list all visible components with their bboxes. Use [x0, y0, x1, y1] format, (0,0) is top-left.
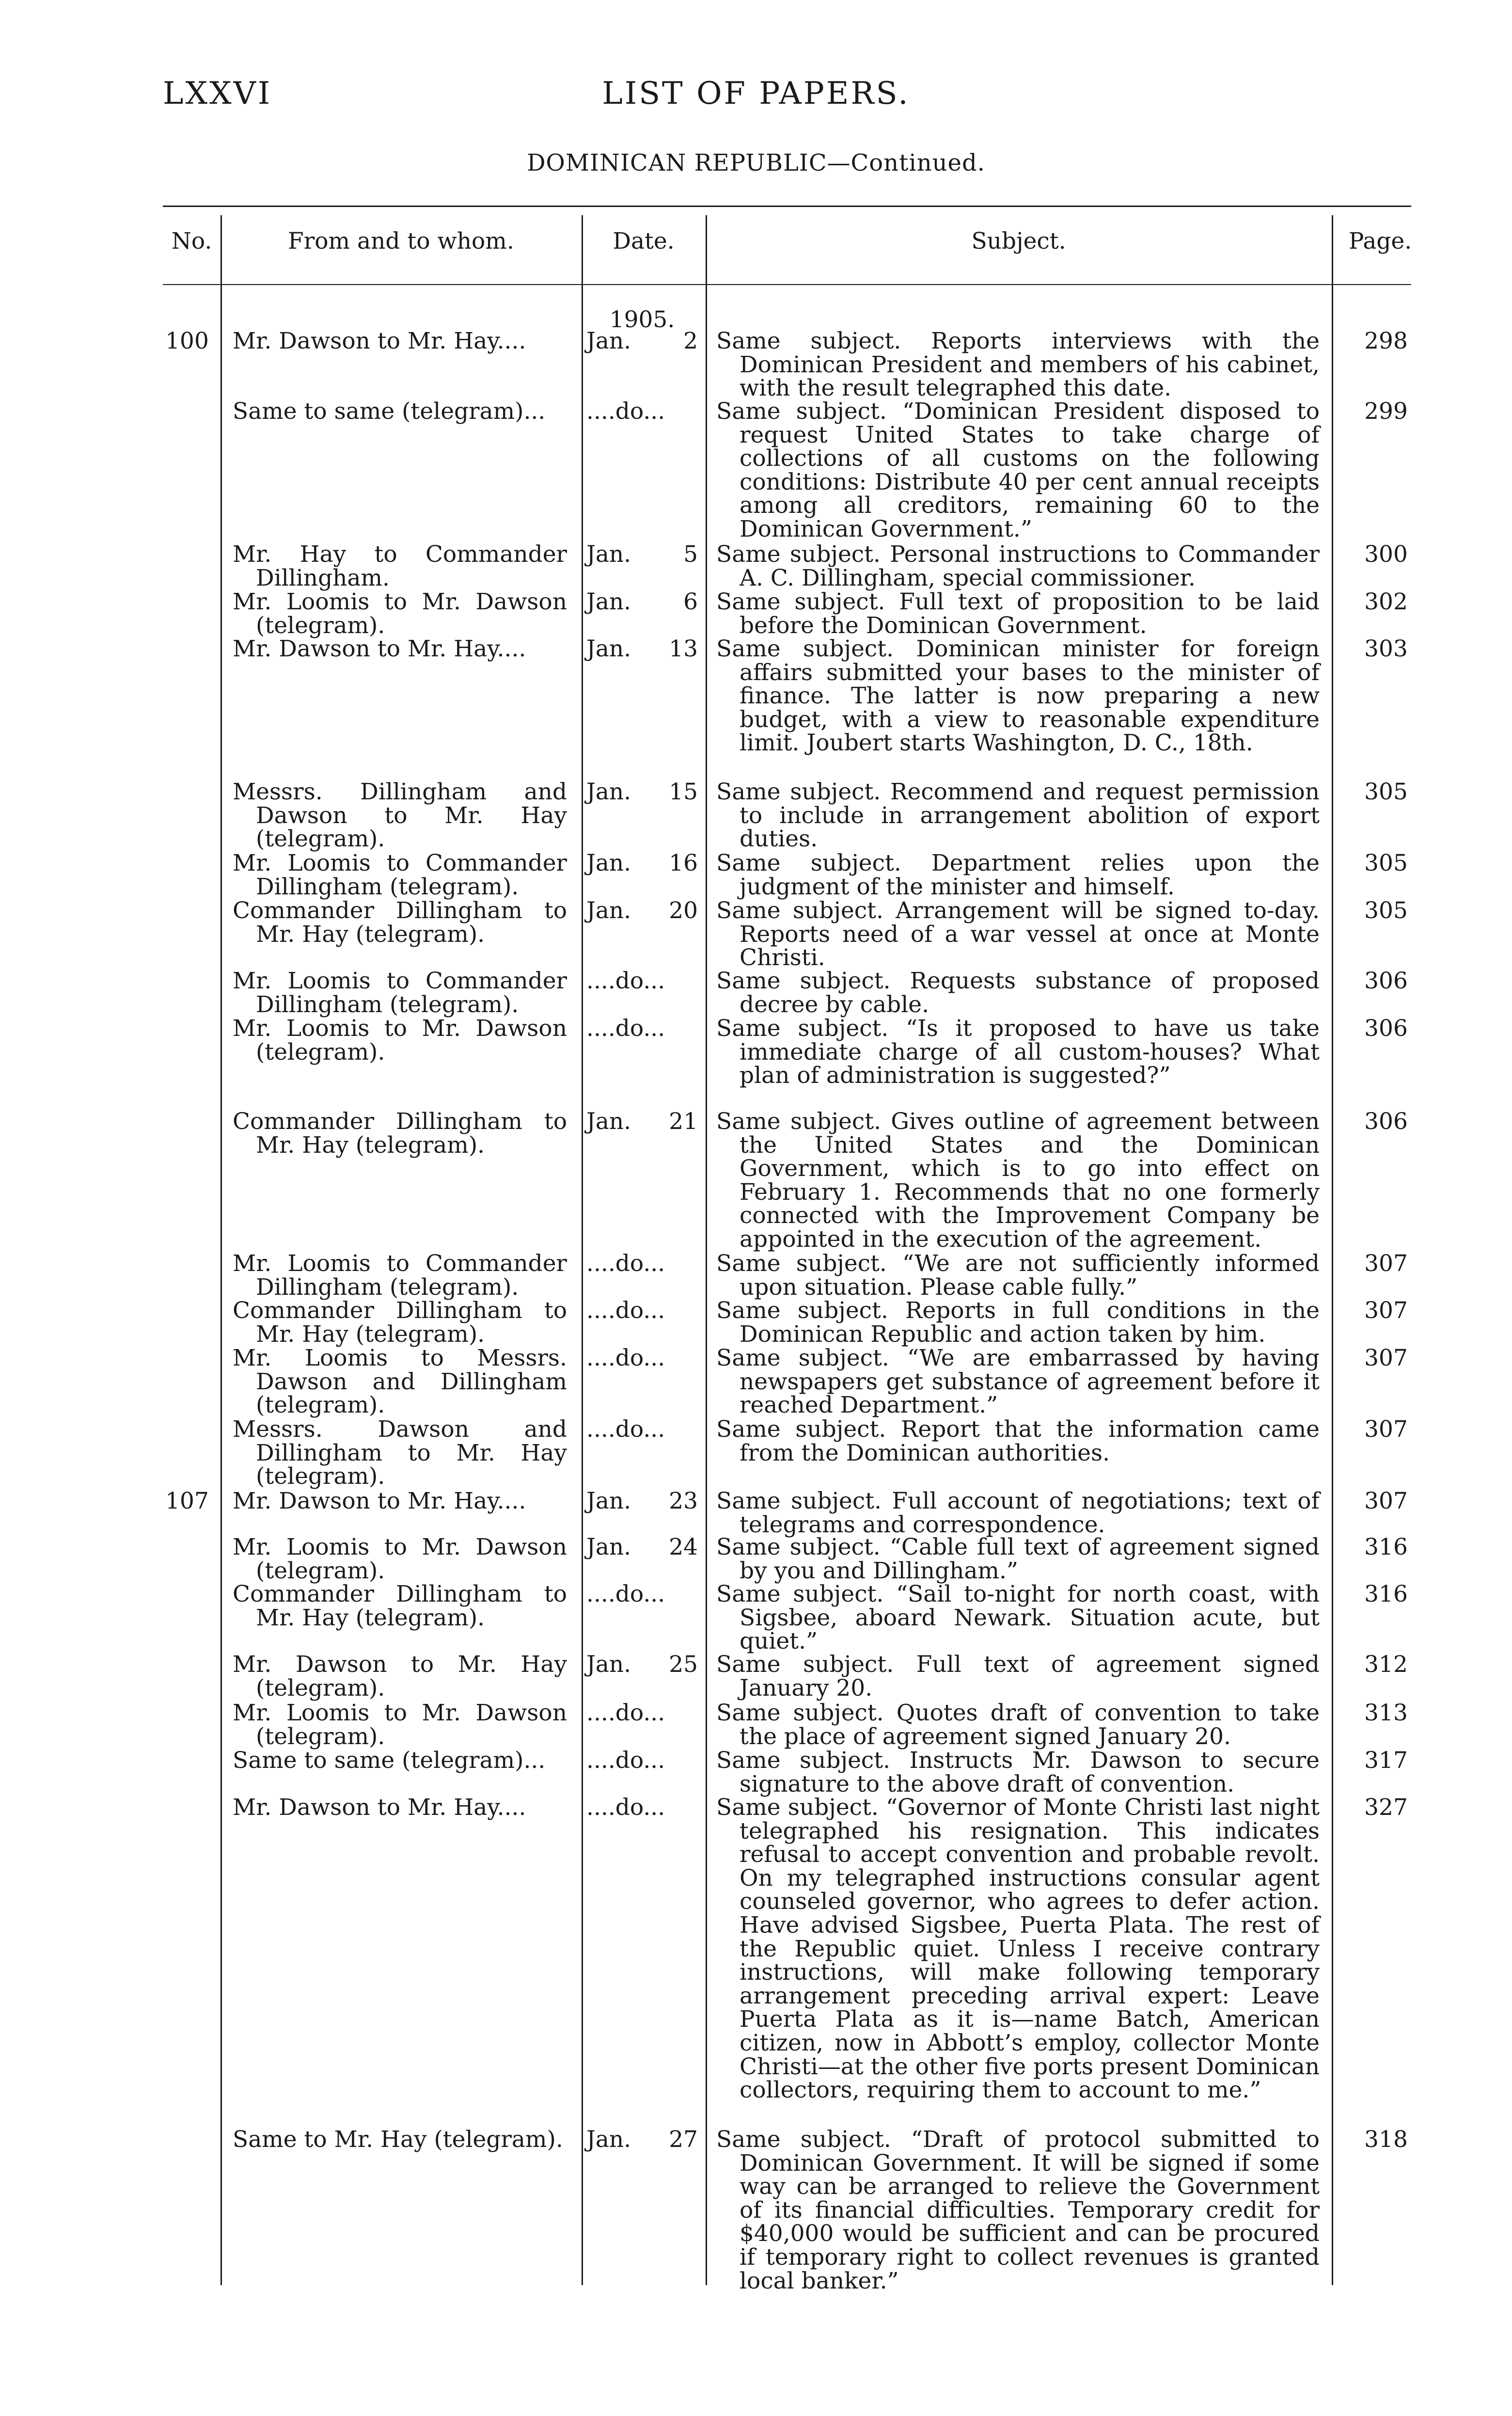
subject-cell	[716, 1536, 1320, 1583]
date-month: ....do...	[586, 1700, 665, 1726]
subject-cell	[716, 543, 1320, 590]
date-cell	[586, 1017, 698, 1041]
from-to-cell-text: Same to same (telegram)...	[233, 1747, 546, 1774]
date-day: 6	[683, 588, 698, 615]
page-reference	[1338, 1749, 1434, 1773]
page-number: LXXVI	[163, 76, 272, 111]
paper-number	[163, 330, 211, 353]
date-cell	[586, 1252, 698, 1276]
subject-cell-text: Same subject. “Dominican President disposed to request United States to take charge of collections of all customs on the following conditions: Distribute 40 per cent annual receipts among all creditors, remaining 60 to the Dominican Government.”	[716, 398, 1320, 542]
from-to-cell	[233, 899, 567, 946]
subject-cell-text: Same subject. Reports interviews with the Dominican President and members of his cabinet, with the result telegraphed this date.	[716, 328, 1320, 402]
page-reference-text: 300	[1364, 541, 1408, 568]
from-to-cell-text: Mr. Dawson to Mr. Hay....	[233, 1794, 526, 1821]
page-title: LIST OF PAPERS.	[602, 76, 910, 111]
page-reference	[1338, 1536, 1434, 1559]
column-header-from-to: From and to whom.	[288, 228, 514, 254]
subject-cell-text: Same subject. Report that the information came from the Dominican authorities.	[716, 1416, 1320, 1466]
subject-cell-text: Same subject. “We are embarrassed by having newspapers get substance of agreement before it reached Department.”	[716, 1345, 1320, 1419]
page-reference-text: 316	[1364, 1581, 1408, 1607]
page-reference-text: 316	[1364, 1534, 1408, 1560]
from-to-cell-text: Mr. Dawson to Mr. Hay (telegram).	[233, 1651, 567, 1701]
date-day: 23	[669, 1488, 698, 1514]
from-to-cell	[233, 1653, 567, 1700]
page-reference-text: 306	[1364, 1108, 1408, 1135]
subject-cell	[716, 1583, 1320, 1653]
page-reference	[1338, 2128, 1434, 2152]
from-to-cell-text: Messrs. Dillingham and Dawson to Mr. Hay (telegram).	[233, 779, 567, 853]
date-month: Jan.	[586, 850, 631, 876]
page-reference-text: 327	[1364, 1794, 1408, 1821]
column-header-subject: Subject.	[971, 228, 1066, 254]
from-to-cell	[233, 400, 567, 424]
subject-cell	[716, 970, 1320, 1017]
date-month: ....do...	[586, 1416, 665, 1443]
date-month: Jan.	[586, 779, 631, 805]
from-to-cell	[233, 330, 567, 353]
from-to-cell	[233, 1490, 567, 1513]
subject-cell-text: Same subject. Personal instructions to Commander A. C. Dillingham, special commissioner.	[716, 541, 1320, 591]
subject-cell	[716, 1701, 1320, 1748]
paper-number	[163, 1490, 211, 1513]
page-reference-text: 312	[1364, 1651, 1408, 1678]
date-month: ....do...	[586, 1015, 665, 1042]
subject-cell	[716, 780, 1320, 851]
from-to-cell	[233, 1418, 567, 1489]
subject-cell-text: Same subject. Department relies upon the judgment of the minister and himself.	[716, 850, 1320, 900]
date-cell	[586, 1653, 698, 1677]
date-cell	[586, 330, 698, 353]
page-reference-text: 305	[1364, 850, 1408, 876]
subject-cell	[716, 1017, 1320, 1088]
subject-cell	[716, 852, 1320, 899]
column-divider	[1332, 215, 1333, 2285]
date-cell	[586, 780, 698, 804]
from-to-cell-text: Mr. Dawson to Mr. Hay....	[233, 1488, 526, 1514]
date-cell	[586, 970, 698, 993]
subject-cell-text: Same subject. “Cable full text of agreement signed by you and Dillingham.”	[716, 1534, 1320, 1584]
page-reference-text: 305	[1364, 897, 1408, 924]
from-to-cell-text: Mr. Loomis to Mr. Dawson (telegram).	[233, 1700, 567, 1750]
page-reference	[1338, 1299, 1434, 1323]
page-reference	[1338, 1583, 1434, 1606]
page-reference-text: 318	[1364, 2126, 1408, 2153]
subject-cell-text: Same subject. Instructs Mr. Dawson to secure signature to the above draft of convention.	[716, 1747, 1320, 1797]
date-cell	[586, 590, 698, 614]
subject-cell-text: Same subject. Recommend and request permission to include in arrangement abolition of export duties.	[716, 779, 1320, 853]
date-month: Jan.	[586, 541, 631, 568]
subject-cell-text: Same subject. Gives outline of agreement between the United States and the Dominican Government, which is to go into effect on February 1. Recommends that no one formerly connected with the Improvement Company be appointed in the execution of the agreement.	[716, 1108, 1320, 1253]
page-reference-text: 307	[1364, 1250, 1408, 1277]
subject-cell	[716, 1299, 1320, 1346]
from-to-cell	[233, 1252, 567, 1299]
from-to-cell-text: Commander Dillingham to Mr. Hay (telegram).	[233, 1297, 567, 1348]
page-reference-text: 306	[1364, 1015, 1408, 1042]
date-day: 21	[669, 1108, 698, 1135]
subject-cell	[716, 1653, 1320, 1700]
date-month: Jan.	[586, 1651, 631, 1678]
page-reference	[1338, 780, 1434, 804]
page-reference	[1338, 1490, 1434, 1513]
from-to-cell-text: Commander Dillingham to Mr. Hay (telegram).	[233, 897, 567, 948]
date-day: 16	[669, 850, 698, 876]
page-reference-text: 313	[1364, 1700, 1408, 1726]
date-cell	[586, 1796, 698, 1820]
date-month: ....do...	[586, 1747, 665, 1774]
year-label: 1905.	[609, 306, 675, 333]
from-to-cell-text: Mr. Loomis to Commander Dillingham (telegram).	[233, 850, 567, 900]
subject-cell	[716, 1347, 1320, 1417]
page-reference	[1338, 852, 1434, 875]
subject-cell	[716, 1252, 1320, 1299]
from-to-cell-text: Mr. Loomis to Mr. Dawson (telegram).	[233, 1534, 567, 1584]
page-reference-text: 307	[1364, 1345, 1408, 1371]
header-underline	[163, 284, 1411, 285]
subject-cell	[716, 590, 1320, 637]
paper-number-text: 100	[165, 328, 209, 354]
page-reference	[1338, 1252, 1434, 1276]
subject-cell-text: Same subject. Full text of proposition to be laid before the Dominican Government.	[716, 588, 1320, 639]
page-reference	[1338, 330, 1434, 353]
from-to-cell-text: Same to Mr. Hay (telegram).	[233, 2126, 563, 2153]
date-cell	[586, 1347, 698, 1370]
from-to-cell	[233, 637, 567, 661]
date-month: ....do...	[586, 1297, 665, 1324]
subject-cell	[716, 1796, 1320, 2102]
date-month: Jan.	[586, 1108, 631, 1135]
column-divider	[582, 215, 583, 2285]
subject-cell	[716, 1110, 1320, 1252]
page-reference-text: 317	[1364, 1747, 1408, 1774]
from-to-cell-text: Commander Dillingham to Mr. Hay (telegram).	[233, 1108, 567, 1159]
subject-cell	[716, 637, 1320, 755]
date-month: Jan.	[586, 1488, 631, 1514]
date-cell	[586, 1418, 698, 1442]
date-day: 27	[669, 2126, 698, 2153]
date-cell	[586, 1701, 698, 1725]
subject-cell-text: Same subject. “Sail to-night for north coast, with Sigsbee, aboard Newark. Situation acute, but quiet.”	[716, 1581, 1320, 1655]
date-cell	[586, 400, 698, 424]
subject-cell-text: Same subject. Requests substance of proposed decree by cable.	[716, 968, 1320, 1018]
date-day: 24	[669, 1534, 698, 1560]
column-divider	[706, 215, 707, 2285]
subject-cell-text: Same subject. “Is it proposed to have us take immediate charge of all custom-houses? What plan of administration is suggested?”	[716, 1015, 1320, 1089]
date-cell	[586, 1490, 698, 1513]
subject-cell	[716, 1418, 1320, 1465]
from-to-cell	[233, 852, 567, 899]
subject-cell	[716, 1749, 1320, 1796]
column-header-no: No.	[171, 228, 212, 254]
page-reference	[1338, 1110, 1434, 1134]
date-cell	[586, 1583, 698, 1606]
from-to-cell-text: Mr. Loomis to Mr. Dawson (telegram).	[233, 1015, 567, 1065]
from-to-cell-text: Same to same (telegram)...	[233, 398, 546, 425]
from-to-cell	[233, 1110, 567, 1157]
page-reference-text: 298	[1364, 328, 1408, 354]
column-header-page: Page.	[1348, 228, 1412, 254]
from-to-cell-text: Mr. Loomis to Mr. Dawson (telegram).	[233, 588, 567, 639]
date-cell	[586, 1749, 698, 1773]
page-reference	[1338, 1701, 1434, 1725]
subject-cell-text: Same subject. Quotes draft of convention to take the place of agreement signed January 20.	[716, 1700, 1320, 1750]
subject-cell	[716, 330, 1320, 400]
from-to-cell-text: Commander Dillingham to Mr. Hay (telegram).	[233, 1581, 567, 1631]
page-reference	[1338, 1017, 1434, 1041]
from-to-cell	[233, 2128, 567, 2152]
from-to-cell	[233, 1299, 567, 1346]
from-to-cell-text: Mr. Loomis to Commander Dillingham (telegram).	[233, 1250, 567, 1301]
page-reference-text: 307	[1364, 1416, 1408, 1443]
page-reference-text: 299	[1364, 398, 1408, 425]
from-to-cell-text: Mr. Dawson to Mr. Hay....	[233, 636, 526, 662]
subject-cell	[716, 1490, 1320, 1537]
column-divider	[220, 215, 222, 2285]
from-to-cell	[233, 543, 567, 590]
date-month: ....do...	[586, 1581, 665, 1607]
date-month: Jan.	[586, 588, 631, 615]
date-cell	[586, 899, 698, 923]
date-month: ....do...	[586, 968, 665, 994]
from-to-cell-text: Mr. Loomis to Commander Dillingham (telegram).	[233, 968, 567, 1018]
subject-cell	[716, 400, 1320, 541]
page-reference	[1338, 899, 1434, 923]
subject-cell-text: Same subject. “Governor of Monte Christi last night telegraphed his resignation. This indicates refusal to accept convention and probable revolt. On my telegraphed instructions consular agent counseled governor, who agrees to defer action. Have advised Sigsbee, Puerta Plata. The rest of the Republic quiet. Unless I receive contrary instructions, will make following temporary arrangement preceding arrival expert: Leave Puerta Plata as it is—name Batch, American citizen, now in Abbott’s employ, collector Monte Christi—at the other five ports present Dominican collectors, requiring them to account to me.”	[716, 1794, 1320, 2104]
date-month: Jan.	[586, 328, 631, 354]
from-to-cell	[233, 1701, 567, 1748]
page-reference	[1338, 543, 1434, 567]
table-top-rule	[163, 206, 1411, 207]
date-cell	[586, 637, 698, 661]
date-cell	[586, 1299, 698, 1323]
subject-cell-text: Same subject. “Draft of protocol submitted to Dominican Government. It will be signed if some way can be arranged to relieve the Government of its financial difficulties. Temporary credit for $40,000 would be sufficient and can be procured if temporary right to collect revenues is granted local banker.”	[716, 2126, 1320, 2294]
from-to-cell	[233, 1749, 567, 1773]
page-reference-text: 306	[1364, 968, 1408, 994]
from-to-cell-text: Mr. Loomis to Messrs. Dawson and Dillingham (telegram).	[233, 1345, 567, 1419]
subject-cell-text: Same subject. Reports in full conditions in the Dominican Republic and action taken by him.	[716, 1297, 1320, 1348]
date-cell	[586, 2128, 698, 2152]
from-to-cell	[233, 1536, 567, 1583]
date-cell	[586, 1536, 698, 1559]
date-day: 15	[669, 779, 698, 805]
subject-cell-text: Same subject. Arrangement will be signed to-day. Reports need of a war vessel at once at Monte Christi.	[716, 897, 1320, 971]
page-reference-text: 303	[1364, 636, 1408, 662]
paper-number-text: 107	[165, 1488, 209, 1514]
date-month: Jan.	[586, 897, 631, 924]
from-to-cell-text: Mr. Dawson to Mr. Hay....	[233, 328, 526, 354]
date-month: ....do...	[586, 1345, 665, 1371]
page-reference-text: 305	[1364, 779, 1408, 805]
date-month: ....do...	[586, 1794, 665, 1821]
date-day: 13	[669, 636, 698, 662]
date-cell	[586, 852, 698, 875]
from-to-cell	[233, 970, 567, 1017]
from-to-cell-text: Mr. Hay to Commander Dillingham.	[233, 541, 567, 591]
date-month: Jan.	[586, 1534, 631, 1560]
from-to-cell-text: Messrs. Dawson and Dillingham to Mr. Hay (telegram).	[233, 1416, 567, 1490]
from-to-cell	[233, 590, 567, 637]
page-reference-text: 307	[1364, 1488, 1408, 1514]
date-day: 25	[669, 1651, 698, 1678]
date-day: 20	[669, 897, 698, 924]
from-to-cell	[233, 1796, 567, 1820]
page-reference-text: 302	[1364, 588, 1408, 615]
from-to-cell	[233, 1017, 567, 1064]
subject-cell-text: Same subject. “We are not sufficiently informed upon situation. Please cable fully.”	[716, 1250, 1320, 1301]
section-subtitle: DOMINICAN REPUBLIC—Continued.	[527, 149, 985, 176]
from-to-cell	[233, 780, 567, 851]
date-day: 5	[683, 541, 698, 568]
subject-cell-text: Same subject. Dominican minister for foreign affairs submitted your bases to the minister of finance. The latter is now preparing a new budget, with a view to reasonable expenditure limit. Joubert starts Washington, D. C., 18th.	[716, 636, 1320, 757]
date-month: ....do...	[586, 1250, 665, 1277]
page-reference	[1338, 637, 1434, 661]
column-header-date: Date.	[613, 228, 675, 254]
from-to-cell	[233, 1583, 567, 1630]
page-reference	[1338, 1796, 1434, 1820]
page-reference	[1338, 590, 1434, 614]
page-reference	[1338, 1418, 1434, 1442]
page-reference	[1338, 400, 1434, 424]
date-cell	[586, 543, 698, 567]
subject-cell-text: Same subject. Full account of negotiations; text of telegrams and correspondence.	[716, 1488, 1320, 1538]
page-reference	[1338, 970, 1434, 993]
subject-cell	[716, 2128, 1320, 2293]
date-month: Jan.	[586, 636, 631, 662]
date-month: ....do...	[586, 398, 665, 425]
page-reference	[1338, 1347, 1434, 1370]
page-reference-text: 307	[1364, 1297, 1408, 1324]
date-day: 2	[683, 328, 698, 354]
subject-cell-text: Same subject. Full text of agreement signed January 20.	[716, 1651, 1320, 1701]
subject-cell	[716, 899, 1320, 970]
date-cell	[586, 1110, 698, 1134]
page-reference	[1338, 1653, 1434, 1677]
date-month: Jan.	[586, 2126, 631, 2153]
from-to-cell	[233, 1347, 567, 1417]
